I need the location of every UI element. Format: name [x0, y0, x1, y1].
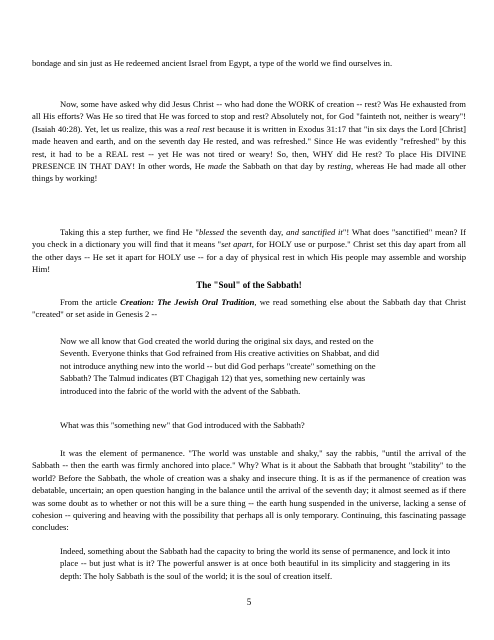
emphasis-made: made	[207, 161, 227, 172]
paragraph-permanence: It was the element of permanence. "The world was unstable and shaky," say the rabbis, "until the arrival of the Sabbath -- then the earth was firmly anchored into place." Why? What is it about the Sabbath that brought "stability" to the world? Before the Sabbath, the whole of creation was a shaky and insecure thing. It is as if the permanence of creation was debatable, uncertain; an open question hanging in the balance until the arrival of the seventh day; it almost seemed as if there was some doubt as to whether or not this will be a sure thing -- the earth hung suspended in the universe, lacking a sense of cohesion -- quivering and heaving with the possibility that perhaps all is only temporary. Continuing, this fascinating passage concludes:	[32, 448, 466, 533]
emphasis-set-apart: set apart	[221, 239, 252, 250]
text-run: "! What does "sanctified" mean? If you check in a dictionary you will find that it means "	[32, 227, 466, 250]
paragraph-real-rest	[32, 98, 466, 185]
text-run: the seventh day,	[224, 227, 287, 237]
text-run: , we read something else about the Sabbath day that Christ "created" or set aside in Genesis 2 --	[32, 297, 466, 320]
text-run: Now, some have asked why did Jesus Christ -- who had done the WORK of creation -- rest? Was He exhausted from all His efforts? Was He so tired that He was forced to stop and rest? Absolutely not, for God "fainteth not, neither is weary"! (Isaiah 40:28). Yet, let us realize, this was a	[32, 99, 466, 134]
text-run: Taking this a step further, we find He "	[60, 227, 199, 237]
emphasis-real-rest: real rest	[186, 123, 215, 134]
text-run: , whereas He had made all other things by working!	[32, 161, 466, 184]
quote-text: Now we all know that God created the world during the original six days, and rested on the Seventh. Everyone thinks that God refrained from His creative activities on Shabbat, and did not introduce anything new into the world -- but did God perhaps "create" something on the Sabbath? The Talmud indicates (BT Chagigah 12) that yes, something new certainly was introduced into the fabric of the world with the advent of the Sabbath.	[60, 336, 380, 396]
page-number: 5	[246, 597, 252, 607]
block-quote-1	[60, 335, 390, 397]
text-run: , for HOLY use or purpose." Christ set this day apart from all the other days -- He set it apart for HOLY use -- for a day of physical rest in which His people may assemble and worship Him!	[32, 239, 466, 275]
article-title: Creation: The Jewish Oral Tradition	[120, 297, 255, 307]
emphasis-blessed: blessed	[198, 227, 225, 237]
paragraph-sanctified	[32, 226, 466, 276]
text-run: because it is written in Exodus 31:17 that "in six days the Lord [Christ] made heaven and earth, and on the seventh day He rested, and was refreshed." Since He was evidently "refreshed" by this rest, it had to be a REAL rest -- yet He was not tired or weary! So, then, WHY did He rest? To place His DIVINE PRESENCE IN THAT DAY! In other words, He	[32, 123, 466, 172]
text-run: From the article	[60, 297, 121, 307]
text-run: the Sabbath on that day by	[226, 161, 328, 172]
section-heading: The "Soul" of the Sabbath!	[196, 280, 302, 290]
emphasis-sanctified: and sanctified it	[286, 227, 343, 237]
quote-text: Indeed, something about the Sabbath had the capacity to bring the world its sense of permanence, and lock it into place -- but just what is it? The powerful answer is at once both beautiful in its simplicity and staggering in its depth: The holy Sabbath is the soul of the world; it is the soul of creation itself.	[60, 546, 450, 581]
paragraph-bondage: bondage and sin just as He redeemed ancient Israel from Egypt, a type of the world we find ourselves in.	[32, 58, 393, 68]
paragraph-question: What was this "something new" that God introduced with the Sabbath?	[60, 420, 305, 430]
emphasis-resting: resting	[327, 161, 351, 172]
paragraph-article-intro	[32, 296, 466, 321]
block-quote-2	[60, 545, 450, 582]
